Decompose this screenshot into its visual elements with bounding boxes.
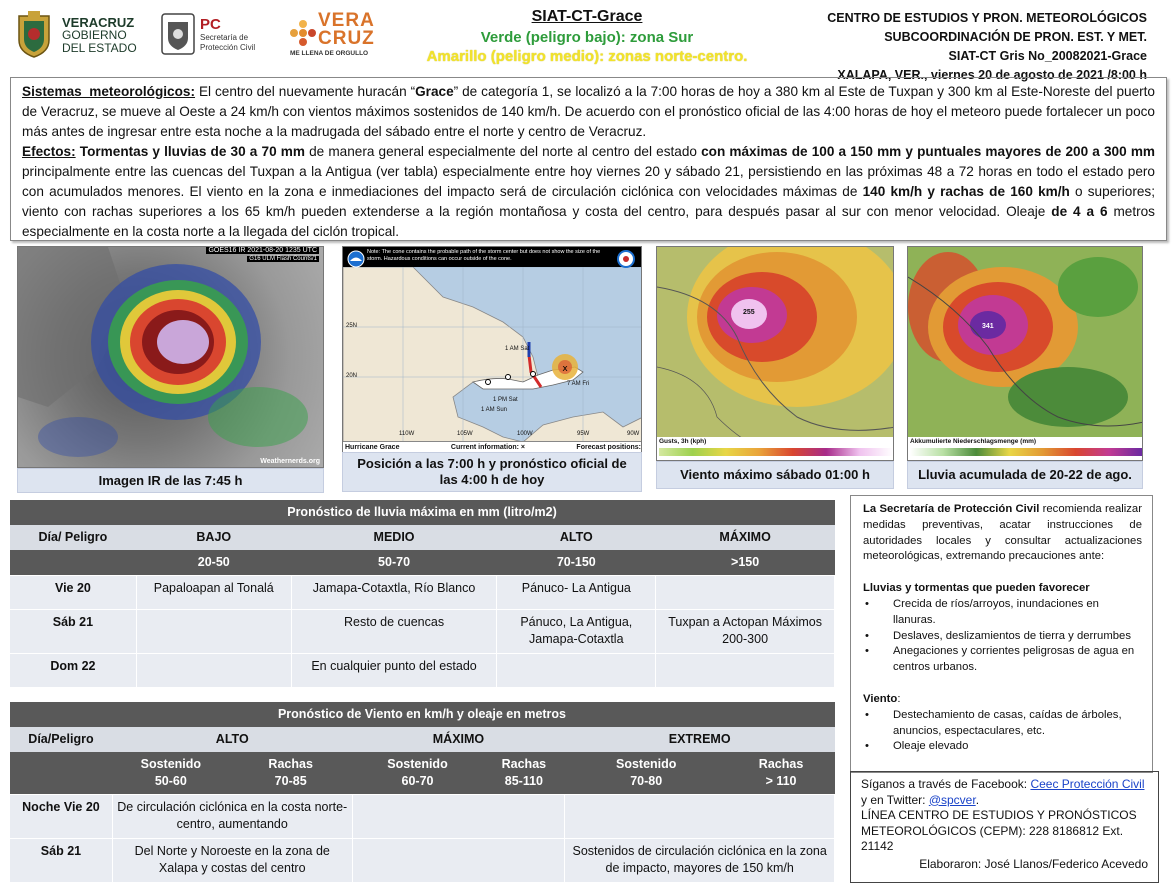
track-lon110: 110W: [399, 431, 415, 437]
org-line1: CENTRO DE ESTUDIOS Y PRON. METEOROLÓGICOS: [827, 11, 1147, 25]
pc-emblem-icon: [160, 12, 196, 56]
pc-logo: [160, 12, 270, 60]
summary-box: [10, 77, 1167, 241]
wind-row2-max: [352, 839, 565, 883]
effects-label: Efectos:: [22, 144, 76, 159]
rain-col-low: BAJO: [136, 525, 291, 550]
rain-row3-medium: En cualquier punto del estado: [291, 654, 497, 688]
wind-col-high: ALTO: [112, 727, 352, 752]
wind-sub-4-label: Rachas: [501, 757, 547, 771]
list-item: • Anegaciones y corrientes peligrosas de agua en centros urbanos.: [863, 644, 1142, 676]
rain-row2-medium: Resto de cuencas: [291, 610, 497, 654]
track-lon100: 100W: [517, 431, 533, 437]
flower-icon: [288, 18, 318, 48]
rain-row3-high: [497, 654, 656, 688]
effects-bold-1: Tormentas y lluvias de 30 a 70 mm: [75, 144, 305, 159]
phone-line: LÍNEA CENTRO DE ESTUDIOS Y PRONÓSTICOS METEOROLÓGICOS (CEPM): 228 8186812 Ext. 21142: [861, 808, 1137, 853]
wind-sub-3: [352, 752, 483, 795]
wind-caption: Viento máximo sábado 01:00 h: [656, 461, 894, 489]
veracruz-logo-line2: GOBIERNO: [62, 28, 127, 42]
rain-accumulation-map: [907, 246, 1143, 461]
wind-sub-6-label: Rachas: [758, 757, 804, 771]
effects-text-3: o superiores; viento con rachas superiores a los 65 km/h pueden extenderse a la región montañosa y costa del centro, para después pasar al sur con menor velocidad. Oleaje: [22, 184, 1156, 219]
twitter-link[interactable]: @spcver: [928, 792, 976, 807]
list-item: • Destechamiento de casas, caídas de árboles, anuncios, espectaculares, etc.: [863, 708, 1142, 740]
effects-text-1: de manera general especialmente del norte al centro del estado: [304, 144, 702, 159]
track-lon95: 95W: [577, 431, 590, 437]
wind-max-label: 255: [743, 309, 755, 316]
recommendations-intro: [863, 502, 1142, 565]
vera-logo-slogan: ME LLENA DE ORGULLO: [290, 50, 369, 57]
rain-row2-low: [136, 610, 291, 654]
table-row: [10, 654, 835, 688]
wind-col-day: Día/Peligro: [10, 727, 113, 752]
rain-row3-day: Dom 22: [10, 654, 137, 688]
wind-row1-extreme: [565, 795, 835, 839]
wind-legend-title: Gusts, 3h (kph): [659, 438, 707, 445]
recommendations-box: [850, 495, 1153, 773]
green-alert-level: Verde (peligro bajo): zona Sur: [480, 29, 694, 46]
rain-range-medium: 50-70: [291, 550, 497, 576]
ir-stamp: GOES16 IR 2021-08-20 1235 UTC: [208, 247, 317, 254]
rain-range-high: 70-150: [497, 550, 656, 576]
table-row: [10, 795, 835, 839]
systems-label: Sistemas_meteorológicos:: [22, 84, 196, 99]
wind-row1-day: Noche Vie 20: [10, 795, 113, 839]
wind-sub-5-label: Sostenido: [615, 757, 677, 771]
rain-range-low: 20-50: [136, 550, 291, 576]
rain-row1-day: Vie 20: [10, 576, 137, 610]
wind-col-extreme: EXTREMO: [565, 727, 835, 752]
authors-line: Elaboraron: José Llanos/Federico Acevedo: [919, 856, 1148, 871]
rain-hazard-heading: Lluvias y tormentas que pueden favorecer: [863, 582, 1090, 595]
track-forecast-positions: Forecast positions:: [576, 444, 641, 451]
track-current-info: Current information: ×: [450, 444, 525, 451]
track-1amsun: 1 AM Sun: [481, 407, 508, 413]
follow-text: Síganos a través de Facebook:: [861, 777, 1031, 791]
list-item: • Deslaves, deslizamientos de tierra y derrumbes: [863, 629, 1142, 645]
wind-sub-5: [565, 752, 728, 795]
track-lat20: 20N: [346, 373, 358, 379]
table-row: [10, 576, 835, 610]
facebook-link[interactable]: Ceec Protección Civil: [1030, 777, 1145, 791]
veracruz-logo-line3: DEL ESTADO: [62, 41, 137, 55]
rain-forecast-table: [9, 500, 835, 688]
wind-sub-empty: [10, 752, 113, 795]
wind-sub-3-value: 60-70: [401, 774, 434, 788]
ir-caption: Imagen IR de las 7:45 h: [17, 468, 324, 493]
rain-legend-title: Akkumulierte Niederschlagsmenge (mm): [910, 438, 1037, 445]
table-row: [10, 610, 835, 654]
rain-range-day: [10, 550, 137, 576]
rain-row1-high: Pánuco- La Antigua: [497, 576, 656, 610]
twitter-period: .: [975, 792, 980, 807]
nws-logo-icon: [617, 250, 635, 268]
wind-table-title: Pronóstico de Viento en km/h y oleaje en metros: [10, 702, 835, 727]
contact-box: [850, 771, 1159, 883]
wind-row1-max: [352, 795, 565, 839]
table-row: [10, 839, 835, 883]
rain-col-high: ALTO: [497, 525, 656, 550]
wind-hazard-heading: Viento: [863, 692, 898, 705]
noaa-logo-icon: [347, 250, 365, 268]
effects-text-2: principalmente entre las cuencas del Tuxpan a la Antigua (ver tabla) especialmente entre hoy viernes 20 y sábado 21, persistiendo en las próximas 48 a 72 horas en todo el estado pero con acumulados menores. El viento en la zona e inmediaciones del impacto será de circulación ciclónica con velocidades máximas de: [22, 164, 1155, 199]
wind-sub-1: [112, 752, 229, 795]
vera-logo-line1: VERA: [318, 10, 375, 31]
rain-hazard-list: [863, 597, 1142, 676]
track-forecast-map: [342, 246, 642, 458]
rain-col-max: MÁXIMO: [656, 525, 835, 550]
wind-sub-4: [483, 752, 565, 795]
yellow-alert-level: Amarillo (peligro medio): zonas norte-centro.: [426, 48, 748, 65]
svg-text:x: x: [562, 364, 568, 374]
wind-hazard-list: [863, 708, 1142, 755]
rain-row3-max: [656, 654, 835, 688]
pc-logo-line1: Secretaría de: [200, 33, 249, 42]
rain-max-label: 341: [982, 323, 994, 330]
pc-logo-title: PC: [200, 16, 221, 33]
rain-row2-day: Sáb 21: [10, 610, 137, 654]
rain-row2-high: Pánuco, La Antigua, Jamapa-Cotaxtla: [497, 610, 656, 654]
issuer-block: [787, 9, 1147, 85]
wind-sub-1-value: 50-60: [154, 774, 187, 788]
bulletin-header: [380, 8, 794, 65]
storm-name: Grace: [415, 84, 454, 99]
effects-text-4: metros especialmente en la costa norte a la llegada del ciclón tropical.: [22, 204, 1155, 239]
veracruz-shield-icon: [14, 10, 54, 58]
wind-sub-2-label: Rachas: [268, 757, 313, 771]
wind-sub-2-value: 70-85: [274, 774, 307, 788]
track-1pm: 1 PM Sat: [493, 397, 518, 403]
systems-text-1: El centro del nuevamente huracán “: [195, 84, 416, 99]
pc-logo-line2: Protección Civil: [200, 43, 256, 52]
track-7am: 7 AM Fri: [567, 381, 590, 387]
wind-color-scale: [659, 448, 893, 456]
wind-sub-3-label: Sostenido: [387, 757, 448, 771]
rain-caption: Lluvia acumulada de 20-22 de ago.: [907, 461, 1143, 489]
systems-text-2: ” de categoría 1, se localizó a la 7:00 horas de hoy a 380 km al Este de Tuxpan y 300 km al Este-Noreste del puerto de Veracruz, se mueve al Oeste a 24 km/h con vientos máximos sostenidos de 140 km/h. De acuerdo con el pronóstico oficial de las 4:00 horas de hoy el meteoro puede fortalecer un poco más antes de ingresar entre esta noche a la madrugada del sábado entre el norte y centro de Veracruz.: [22, 84, 1155, 139]
wind-forecast-table: [9, 702, 835, 883]
rain-color-scale: [910, 448, 1142, 456]
bulletin-title: SIAT-CT-Grace: [531, 8, 643, 25]
wind-sub-4-value: 85-110: [504, 774, 543, 788]
list-item: • Crecida de ríos/arroyos, inundaciones en llanuras.: [863, 597, 1142, 629]
rain-table-title: Pronóstico de lluvia máxima en mm (litro/m2): [10, 500, 835, 525]
wind-hazard-colon: :: [897, 692, 901, 705]
wind-col-max: MÁXIMO: [352, 727, 565, 752]
recommendations-text: recomienda realizar medidas preventivas, acatar instrucciones de autoridades locales y consultar actualizaciones meteorológicas, extremando precauciones ante:: [863, 503, 1142, 563]
rain-row1-low: Papaloapan al Tonalá: [136, 576, 291, 610]
veracruz-logo-line1: VERACRUZ: [62, 15, 135, 30]
wind-row2-extreme: Sostenidos de circulación ciclónica en la zona de impacto, mayores de 150 km/h: [565, 839, 835, 883]
recommendations-issuer: La Secretaría de Protección Civil: [863, 503, 1040, 515]
rain-range-max: >150: [656, 550, 835, 576]
rain-row2-max: Tuxpan a Actopan Máximos 200-300: [656, 610, 835, 654]
effects-bold-3: 140 km/h y rachas de 160 km/h: [862, 184, 1070, 199]
track-storm-name: Hurricane Grace: [345, 444, 400, 451]
track-1am: 1 AM Sat: [505, 346, 530, 352]
twitter-text: y en Twitter:: [861, 792, 929, 807]
wind-sub-2: [229, 752, 352, 795]
effects-bold-4: de 4 a 6: [1051, 204, 1108, 219]
org-line2: SUBCOORDINACIÓN DE PRON. EST. Y MET.: [884, 30, 1147, 44]
track-caption: Posición a las 7:00 h y pronóstico oficial de las 4:00 h de hoy: [342, 452, 642, 492]
veracruz-orgullo-logo: [288, 12, 378, 62]
effects-bold-2: con máximas de 100 a 150 mm y puntuales mayores de 200 a 300 mm: [701, 144, 1155, 159]
wind-row2-high: Del Norte y Noroeste en la zona de Xalapa y costas del centro: [112, 839, 352, 883]
ir-satellite-image: [17, 246, 324, 468]
rain-col-day: Día/ Peligro: [10, 525, 137, 550]
veracruz-logo: [14, 10, 139, 60]
vera-logo-line2: CRUZ: [318, 28, 375, 49]
rain-row3-low: [136, 654, 291, 688]
track-note: Note: The cone contains the probable path of the storm center but does not show the size of the storm. Hazardous conditions can occur outside of the cone.: [343, 247, 642, 267]
wind-sub-5-value: 70-80: [630, 774, 663, 788]
place-date: XALAPA, VER., viernes 20 de agosto de 2021 /8:00 h: [837, 68, 1147, 82]
wind-sub-1-label: Sostenido: [140, 757, 202, 771]
track-lat25: 25N: [346, 323, 358, 329]
wind-hazard-heading-line: [863, 692, 1142, 708]
effects-paragraph: [11, 142, 1166, 242]
track-lon105: 105W: [457, 431, 473, 437]
wind-sub-6-value: > 110: [765, 774, 797, 788]
ir-sub: G16 ULM Flash Counts/1: [249, 256, 317, 262]
rain-col-medium: MEDIO: [291, 525, 497, 550]
track-lon90: 90W: [627, 431, 640, 437]
wind-sub-6: [728, 752, 835, 795]
wind-row2-day: Sáb 21: [10, 839, 113, 883]
bulletin-id: SIAT-CT Gris No_20082021-Grace: [948, 49, 1147, 63]
ir-watermark: Weathernerds.org: [260, 458, 320, 465]
rain-row1-max: [656, 576, 835, 610]
list-item: • Oleaje elevado: [863, 739, 1142, 755]
rain-row1-medium: Jamapa-Cotaxtla, Río Blanco: [291, 576, 497, 610]
wind-gust-map: [656, 246, 894, 461]
social-line: [861, 777, 1148, 808]
systems-paragraph: [11, 82, 1166, 142]
wind-row1-high: De circulación ciclónica en la costa norte-centro, aumentando: [112, 795, 352, 839]
